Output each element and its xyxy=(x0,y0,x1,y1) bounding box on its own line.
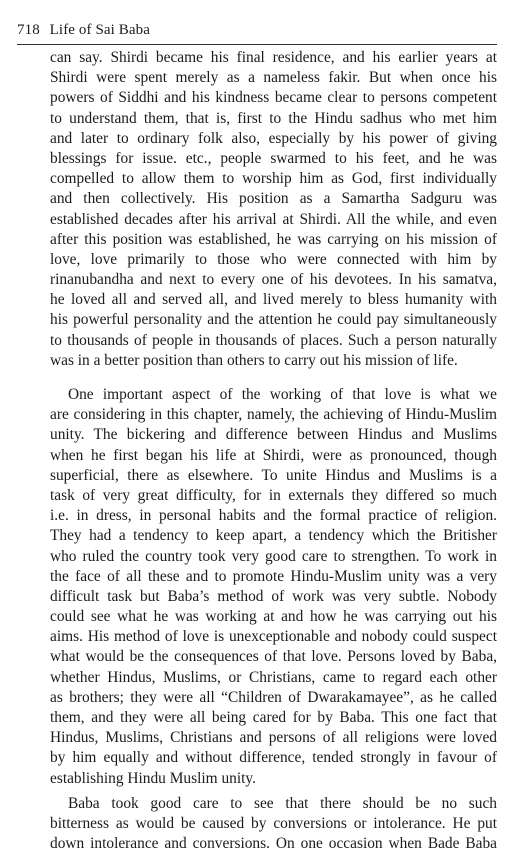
text-line: task of very great difficulty, for in externals they differed so much xyxy=(50,486,497,504)
text-line: what would be the consequences of that love. Persons loved by Baba, xyxy=(50,648,497,666)
text-line: superficial, there as elsewhere. To unite Hindus and Muslims is a xyxy=(50,466,497,484)
body-text xyxy=(50,48,497,854)
text-line: difficult task but Baba’s method of work was very subtle. Nobody xyxy=(50,587,497,605)
text-line: can say. Shirdi became his final residence, and his earlier years at xyxy=(50,49,497,66)
text-line: rinanubandha and next to every one of his devotees. In his samatva, xyxy=(50,271,497,289)
text-line: and then collectively. His position as a Samartha Sadguru was xyxy=(50,190,497,208)
running-title: Life of Sai Baba xyxy=(49,22,150,38)
text-line: Shirdi were spent merely as a nameless fakir. But when once his xyxy=(50,69,497,87)
text-line: he loved all and served all, and lived merely to bless humanity with xyxy=(50,291,497,309)
text-line: powers of Siddhi and his kindness became clear to persons competent xyxy=(50,89,497,107)
header-rule xyxy=(17,44,497,45)
paragraph-gap xyxy=(50,371,497,385)
text-line: compelled to allow them to worship him as God, first individually xyxy=(50,170,497,188)
text-line: to thousands of people in thousands of places. Such a person naturally xyxy=(50,331,497,349)
text-line: They had a tendency to keep apart, a tendency which the Britisher xyxy=(50,527,497,545)
page-number: 718 xyxy=(17,22,40,38)
text-line: and later to ordinary folk also, especially by his power of giving xyxy=(50,129,497,147)
text-line: as brothers; they were all “Children of Dwarakamayee”, as he called xyxy=(50,688,497,706)
paragraph-3 xyxy=(50,794,497,854)
text-line: his powerful personality and the attention he could pay simultaneously xyxy=(50,311,497,329)
text-line: to understand them, that is, first to the Hindu sadhus who met him xyxy=(50,109,497,127)
text-line: the face of all these and to promote Hindu-Muslim unity was a very xyxy=(50,567,497,585)
text-line: established decades after his arrival at Shirdi. All the while, and even xyxy=(50,210,497,228)
text-line: love, love primarily to those who were connected with him by xyxy=(50,250,497,268)
text-line: establishing Hindu Muslim unity. xyxy=(50,769,256,787)
text-line: unity. The bickering and difference between Hindus and Muslims xyxy=(50,426,497,444)
text-line: after this position was established, he was carrying on his mission of xyxy=(50,230,497,248)
text-line: are considering in this chapter, namely, the achieving of Hindu-Muslim xyxy=(50,406,497,424)
text-line: blessings for issue. etc., people swarmed to his feet, and he was xyxy=(50,149,497,167)
text-line: aims. His method of love is unexceptionable and nobody could suspect xyxy=(50,628,497,646)
paragraph-2 xyxy=(50,385,497,789)
text-line: whether Hindus, Muslims, or Christians, came to regard each other xyxy=(50,668,497,686)
text-line: i.e. in dress, in personal habits and the formal practice of religion. xyxy=(50,507,497,525)
running-header xyxy=(17,22,150,39)
text-line: could see what he was working at and how he was carrying out his xyxy=(50,608,497,626)
text-line: was in a better position than others to carry out his mission of life. xyxy=(50,351,458,369)
text-line: Baba took good care to see that there should be no such xyxy=(68,794,497,812)
paragraph-1 xyxy=(50,48,497,371)
text-line: them, and they were all being cared for by Baba. This one fact that xyxy=(50,709,497,726)
text-line: by him equally and without difference, tended strongly in favour of xyxy=(50,749,497,767)
text-line: Hindus, Muslims, Christians and persons of all religions were loved xyxy=(50,729,497,747)
text-line: bitterness as would be caused by conversions or intolerance. He put xyxy=(50,814,497,832)
text-line: when he first began his life at Shirdi, were as pronounced, though xyxy=(50,446,497,464)
text-line: One important aspect of the working of that love is what we xyxy=(68,386,497,403)
text-line: down intolerance and conversions. On one occasion when Bade Baba xyxy=(50,835,497,853)
text-line: who ruled the country took very good care to strengthen. To work in xyxy=(50,547,497,565)
